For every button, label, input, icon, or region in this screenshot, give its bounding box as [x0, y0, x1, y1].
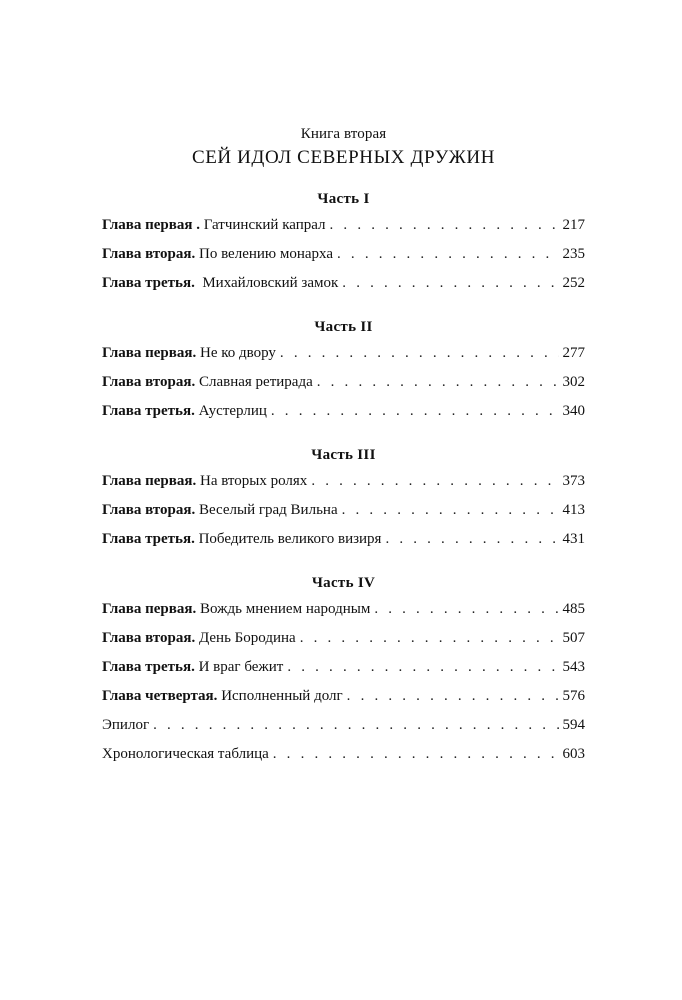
page-number: 431 [562, 531, 585, 547]
part-entries [102, 215, 585, 302]
part-entries [102, 343, 585, 430]
dot-leader [311, 471, 558, 491]
page-number: 603 [562, 746, 585, 762]
chapter-label: Глава первая. [102, 601, 200, 617]
dot-leader [271, 401, 559, 421]
chapter-title: Славная ретирада [198, 374, 313, 390]
toc-entry [102, 273, 585, 302]
table-of-contents [102, 124, 585, 773]
toc-entry [102, 657, 585, 686]
chapter-title: Аустерлиц [198, 403, 267, 419]
book-label: Книга вторая [300, 126, 387, 142]
toc-entry [102, 686, 585, 715]
chapter-title: Эпилог [102, 717, 150, 733]
chapter-title: Вождь мнением народным [199, 601, 371, 617]
page-number: 373 [562, 473, 585, 489]
dot-leader [280, 343, 559, 363]
chapter-label: Глава вторая. [102, 374, 199, 390]
chapter-title: Исполненный долг [221, 688, 343, 704]
page-number: 543 [562, 659, 585, 675]
dot-leader [342, 500, 559, 520]
dot-leader [337, 244, 558, 264]
dot-leader [300, 628, 559, 648]
dot-leader [287, 657, 558, 677]
chapter-label: Глава вторая. [102, 246, 199, 262]
chapter-title: День Бородина [198, 630, 296, 646]
dot-leader [153, 715, 558, 735]
chapter-title: И враг бежит [198, 659, 284, 675]
toc-entry [102, 628, 585, 657]
part-heading: Часть IV [311, 575, 376, 591]
page-number: 340 [562, 403, 585, 419]
page-number: 217 [562, 217, 585, 233]
chapter-title: По велению монарха [198, 246, 334, 262]
part-heading: Часть II [314, 319, 373, 335]
part-heading: Часть I [317, 191, 370, 207]
chapter-title: Не ко двору [199, 345, 276, 361]
toc-entry-chronology [102, 744, 585, 773]
chapter-label: Глава первая. [102, 473, 200, 489]
part-heading: Часть III [311, 447, 376, 463]
page-number: 235 [562, 246, 585, 262]
chapter-title: Хронологическая таблица [102, 746, 269, 762]
toc-entry [102, 401, 585, 430]
toc-entry [102, 500, 585, 529]
dot-leader [347, 686, 559, 706]
page-number: 252 [562, 275, 585, 291]
dot-leader [374, 599, 558, 619]
dot-leader [385, 529, 558, 549]
book-title: СЕЙ ИДОЛ СЕВЕРНЫХ ДРУЖИН [191, 147, 496, 168]
chapter-label: Глава третья. [102, 659, 199, 675]
toc-entry [102, 244, 585, 273]
chapter-label: Глава первая. [102, 345, 200, 361]
dot-leader [273, 744, 559, 764]
page-number: 413 [562, 502, 585, 518]
page-number: 576 [562, 688, 585, 704]
toc-entry [102, 529, 585, 558]
chapter-label: Глава четвертая. [102, 688, 222, 704]
part-entries [102, 599, 585, 773]
chapter-title: На вторых ролях [199, 473, 308, 489]
toc-entry [102, 372, 585, 401]
chapter-title: Веселый град Вильна [198, 502, 338, 518]
page-number: 507 [562, 630, 585, 646]
chapter-label: Глава вторая. [102, 502, 199, 518]
dot-leader [317, 372, 559, 392]
page-number: 594 [562, 717, 585, 733]
toc-entry-epilogue [102, 715, 585, 744]
dot-leader [342, 273, 558, 293]
chapter-label: Глава вторая. [102, 630, 199, 646]
chapter-label: Глава первая . [102, 217, 204, 233]
chapter-label: Глава третья. [102, 531, 199, 547]
toc-entry [102, 343, 585, 372]
chapter-title: Победитель великого визиря [198, 531, 382, 547]
page-number: 302 [562, 374, 585, 390]
toc-entry [102, 599, 585, 628]
chapter-label: Глава третья. [102, 403, 199, 419]
chapter-title: Михайловский замок [198, 275, 339, 291]
page-number: 485 [562, 601, 585, 617]
chapter-label: Глава третья. [102, 275, 199, 291]
toc-entry [102, 471, 585, 500]
dot-leader [330, 215, 559, 235]
page-number: 277 [562, 345, 585, 361]
chapter-title: Гатчинский капрал [203, 217, 326, 233]
toc-entry [102, 215, 585, 244]
part-entries [102, 471, 585, 558]
